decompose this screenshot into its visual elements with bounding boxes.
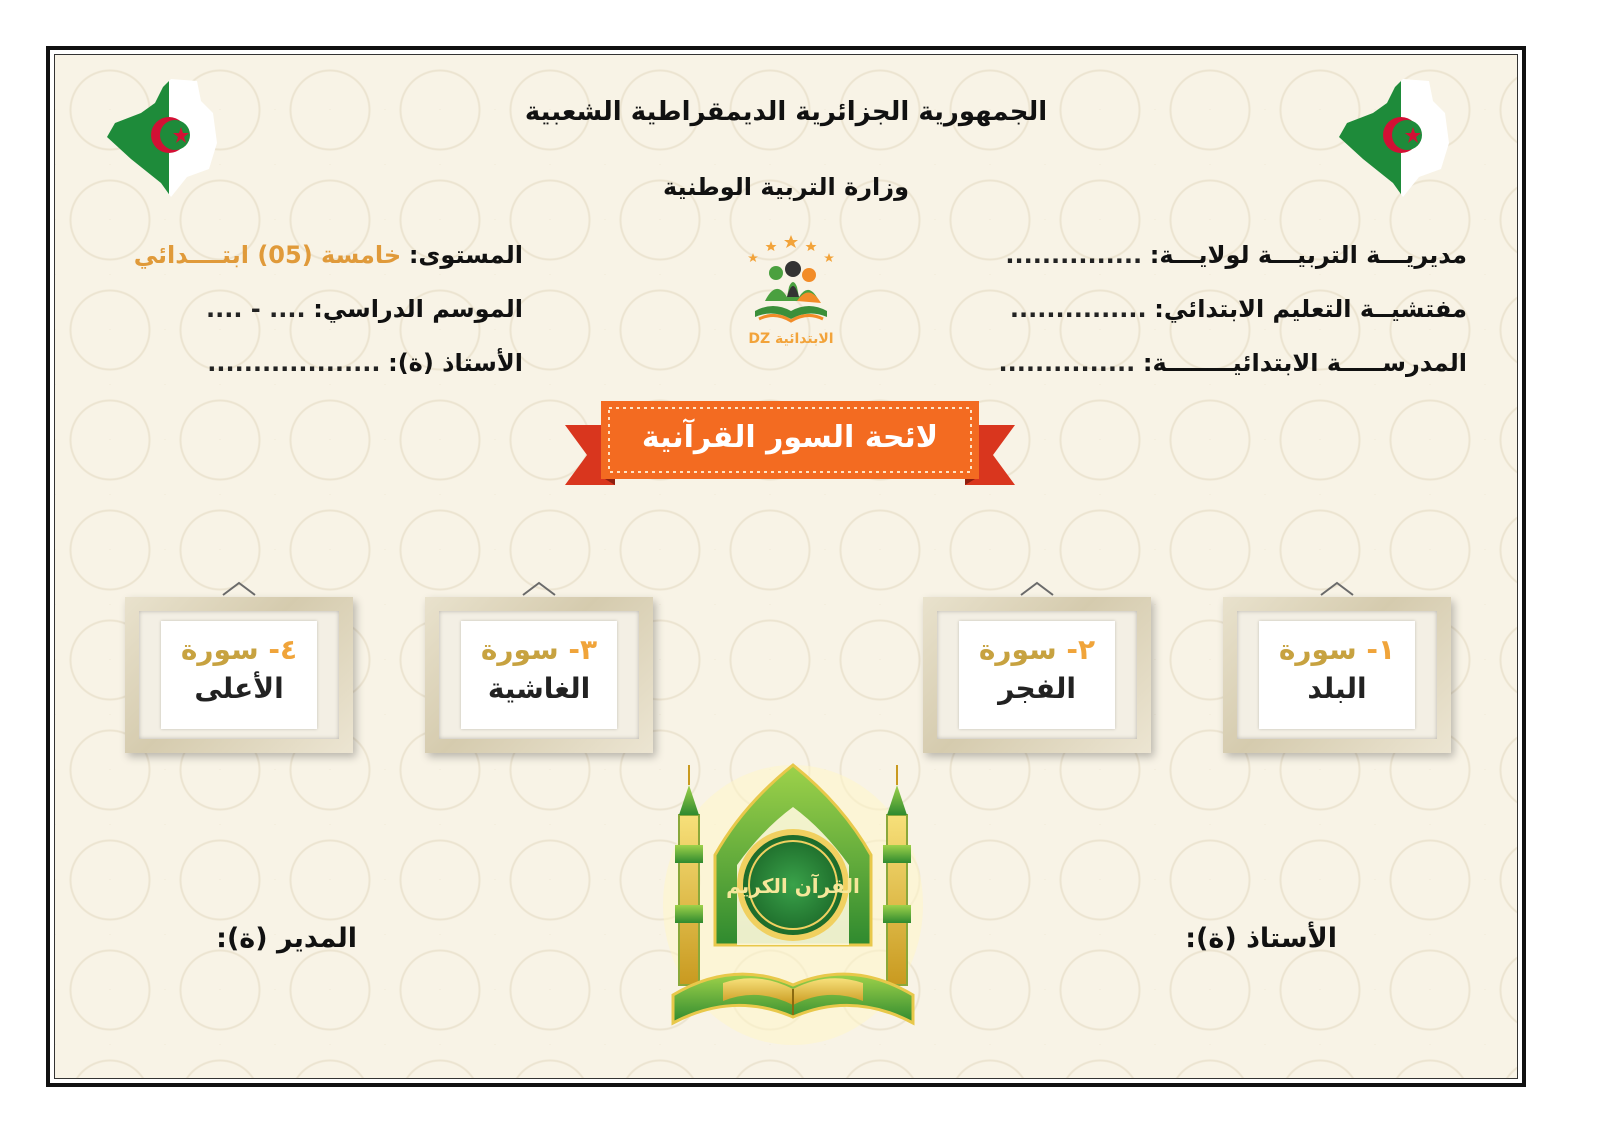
surah-number: ٣- (568, 633, 598, 666)
inspectorate-label: مفتشيــة التعليم الابتدائي: (1154, 295, 1467, 323)
frame-hanger-icon (521, 581, 557, 597)
surah-word: سورة (180, 633, 259, 666)
level-label: المستوى: (408, 241, 523, 269)
surah-word: سورة (978, 633, 1057, 666)
surah-frame-1 (1223, 597, 1451, 753)
directorate-value: ............... (1005, 241, 1143, 269)
surah-frame-4 (125, 597, 353, 753)
surah-card (1259, 621, 1415, 729)
surah-frame-3 (425, 597, 653, 753)
inspectorate-row (1010, 295, 1467, 323)
surah-name: الفجر (998, 672, 1076, 705)
surah-name: الأعلى (194, 672, 284, 705)
list-title: لائحة السور القرآنية (641, 420, 939, 455)
level-value: خامسة (05) ابتــــدائي (133, 241, 402, 269)
frame-hanger-icon (1319, 581, 1355, 597)
level-row (134, 241, 523, 269)
emblem-text: القرآن الكريم (726, 874, 860, 898)
teacher-label: الأستاذ (ة): (388, 349, 523, 377)
director-signature: المدير (ة): (216, 923, 357, 954)
republic-title: الجمهورية الجزائرية الديمقراطية الشعبية (524, 97, 1048, 127)
school-row (998, 349, 1467, 377)
teacher-row (207, 349, 523, 377)
directorate-row (1005, 241, 1467, 269)
directorate-label: مديريـــة التربيـــة لولايـــة: (1149, 241, 1467, 269)
surah-number: ٤- (268, 633, 298, 666)
frame-hanger-icon (221, 581, 257, 597)
teacher-value: ................... (207, 349, 381, 377)
teacher-signature: الأستاذ (ة): (1185, 923, 1337, 954)
season-row (206, 295, 523, 323)
surah-frame-2 (923, 597, 1151, 753)
school-label: المدرســـــة الابتدائيــــــــة: (1142, 349, 1467, 377)
surah-name: الغاشية (487, 672, 591, 705)
school-logo-icon (731, 231, 851, 355)
surah-number: ٢- (1066, 633, 1096, 666)
season-value: .... - .... (205, 295, 306, 323)
algeria-map-flag-icon (1333, 73, 1463, 203)
season-label: الموسم الدراسي: (313, 295, 523, 323)
surah-word: سورة (480, 633, 559, 666)
surah-word: سورة (1278, 633, 1357, 666)
surah-card (461, 621, 617, 729)
surah-card (161, 621, 317, 729)
frame-hanger-icon (1019, 581, 1055, 597)
algeria-map-flag-icon (101, 73, 231, 203)
quran-mosque-emblem-icon (653, 745, 933, 1045)
school-value: ............... (998, 349, 1136, 377)
surah-card (959, 621, 1115, 729)
ministry-title: وزارة التربية الوطنية (662, 173, 910, 201)
decorative-background (54, 54, 1518, 1079)
logo-text: DZ الابتدائية (748, 331, 834, 347)
surah-name: البلد (1307, 672, 1367, 705)
surah-number: ١- (1366, 633, 1396, 666)
inspectorate-value: ............... (1009, 295, 1147, 323)
document-sheet (46, 46, 1526, 1087)
